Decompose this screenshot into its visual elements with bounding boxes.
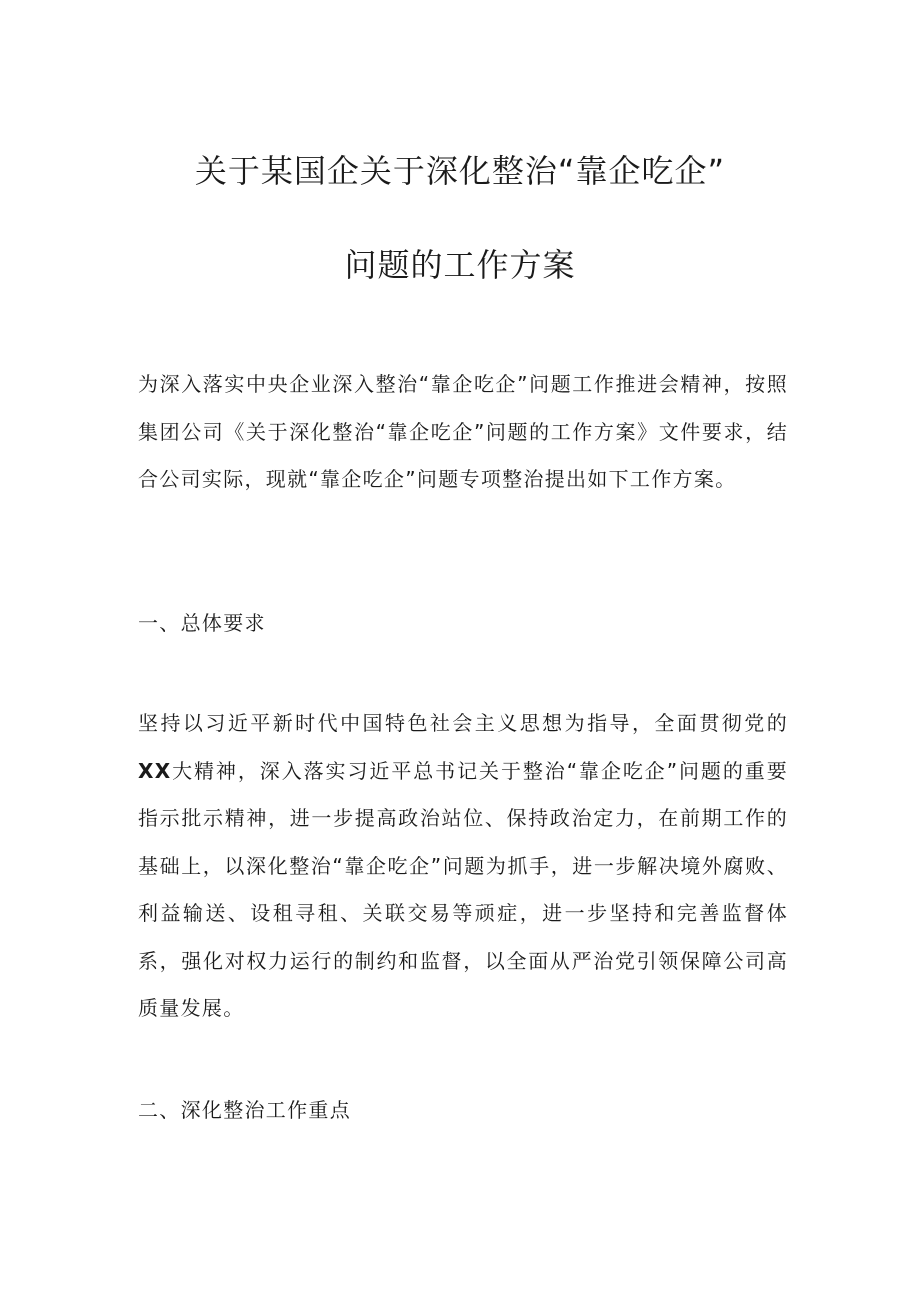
document-title-line-2: 问题的工作方案 (344, 246, 576, 284)
paragraph-text-part-1: 坚持以习近平新时代中国特色社会主义思想为指导，全面贯彻党的 (138, 711, 788, 735)
section-heading-general-requirements: 一、总体要求 (138, 611, 266, 635)
intro-paragraph: 为深入落实中央企业深入整治“靠企吃企”问题工作推进会精神，按照集团公司《关于深化整治“靠企吃企”问题的工作方案》文件要求，结合公司实际，现就“靠企吃企”问题专项整治提出如下工作方案。 (138, 372, 788, 491)
paragraph-bold-xx: XX (138, 758, 172, 783)
section-heading-key-tasks: 二、深化整治工作重点 (138, 1098, 351, 1122)
general-requirements-paragraph (138, 700, 788, 1033)
document-title-line-1: 关于某国企关于深化整治“靠企吃企” (194, 152, 726, 190)
paragraph-text-part-2: 大精神，深入落实习近平总书记关于整治“靠企吃企”问题的重要指示批示精神，进一步提高政治站位、保持政治定力，在前期工作的基础上，以深化整治“靠企吃企”问题为抓手，进一步解决境外腐败、利益输送、设租寻租、关联交易等顽症，进一步坚持和完善监督体系，强化对权力运行的制约和监督，以全面从严治党引领保障公司高质量发展。 (138, 758, 788, 1020)
